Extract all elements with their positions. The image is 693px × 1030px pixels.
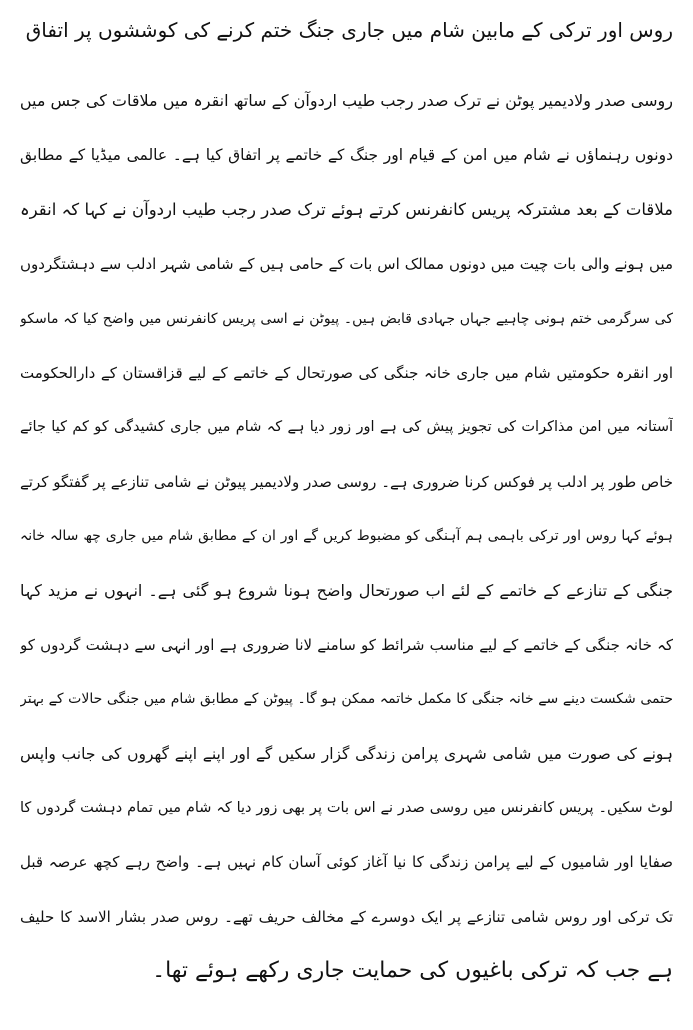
article-line: لوٹ سکیں۔ پریس کانفرنس میں روسی صدر نے اس بات پر بھی زور دیا کہ شام میں تمام دہشت گردوں کا — [20, 800, 673, 817]
article-line: اور انقرہ حکومتیں شام میں جاری خانہ جنگی کی صورتحال کے خاتمے کے لیے قزاقستان کے دارالحکومت — [20, 363, 673, 382]
article-line: صفایا اور شامیوں کے لیے پرامن زندگی کا نیا آغاز کوئی آسان کام نہیں ہے۔ واضح رہے کچھ عرصہ قبل — [20, 853, 673, 872]
article-body — [20, 74, 673, 999]
article-line: کہ خانہ جنگی کے خاتمے کے لیے مناسب شرائط کو سامنے لانا ضروری ہے اور انہی سے دہشت گردوں کو — [20, 635, 673, 654]
article-line: جنگی کے تنازعے کے خاتمے کے لئے اب صورتحال واضح ہونا شروع ہو گئی ہے۔ انہوں نے مزید کہا — [20, 580, 673, 600]
article-line: دونوں رہنماؤں نے شام میں امن کے قیام اور جنگ کے خاتمے پر اتفاق کیا ہے۔ عالمی میڈیا کے مطابق — [20, 146, 673, 165]
article-title: روس اور ترکی کے مابین شام میں جاری جنگ ختم کرنے کی کوششوں پر اتفاق — [25, 18, 673, 42]
article-line: ہونے کی صورت میں شامی شہری پرامن زندگی گزار سکیں گے اور اپنے اپنے گھروں کی جانب واپس — [20, 744, 673, 763]
article-line: تک ترکی اور روس شامی تنازعے پر ایک دوسرے کے مخالف حریف تھے۔ روس صدر بشار الاسد کا حلیف — [20, 907, 673, 926]
article-line: ہے جب کہ ترکی باغیوں کی حمایت جاری رکھے ہوئے تھا۔ — [152, 958, 673, 984]
article-line: خاص طور پر ادلب پر فوکس کرنا ضروری ہے۔ روسی صدر ولادیمیر پیوٹن نے شامی تنازعے پر گفتگو کرتے — [20, 472, 673, 491]
article-line: کی سرگرمی ختم ہونی چاہیے جہاں جہادی قابض ہیں۔ پیوٹن نے اسی پریس کانفرنس میں واضح کیا کہ ماسکو — [20, 310, 673, 327]
article-line: روسی صدر ولادیمیر پوٹن نے ترک صدر رجب طیب اردوآن کے ساتھ انقرہ میں ملاقات کی جس میں — [20, 91, 673, 110]
article-line: ملاقات کے بعد مشترکہ پریس کانفرنس کرتے ہوئے ترک صدر رجب طیب اردوآن نے کہا کہ انقرہ — [20, 199, 673, 219]
article-line: ہوئے کہا روس اور ترکی باہمی ہم آہنگی کو مضبوط کریں گے اور ان کے مطابق شام میں جاری چھ سالہ خانہ — [20, 528, 673, 545]
article-line: آستانہ میں امن مذاکرات کی تجویز پیش کی ہے اور زور دیا ہے کہ شام میں جاری کشیدگی کو کم کیا جائے — [20, 419, 673, 436]
article-line: میں ہونے والی بات چیت میں دونوں ممالک اس بات کے حامی ہیں کے شامی شہر ادلب سے دہشتگردوں — [20, 255, 673, 274]
article-line: حتمی شکست دینے سے خانہ جنگی کا مکمل خاتمہ ممکن ہو گا۔ پیوٹن کے مطابق شام میں جنگی حالات کے بہتر — [20, 691, 673, 708]
